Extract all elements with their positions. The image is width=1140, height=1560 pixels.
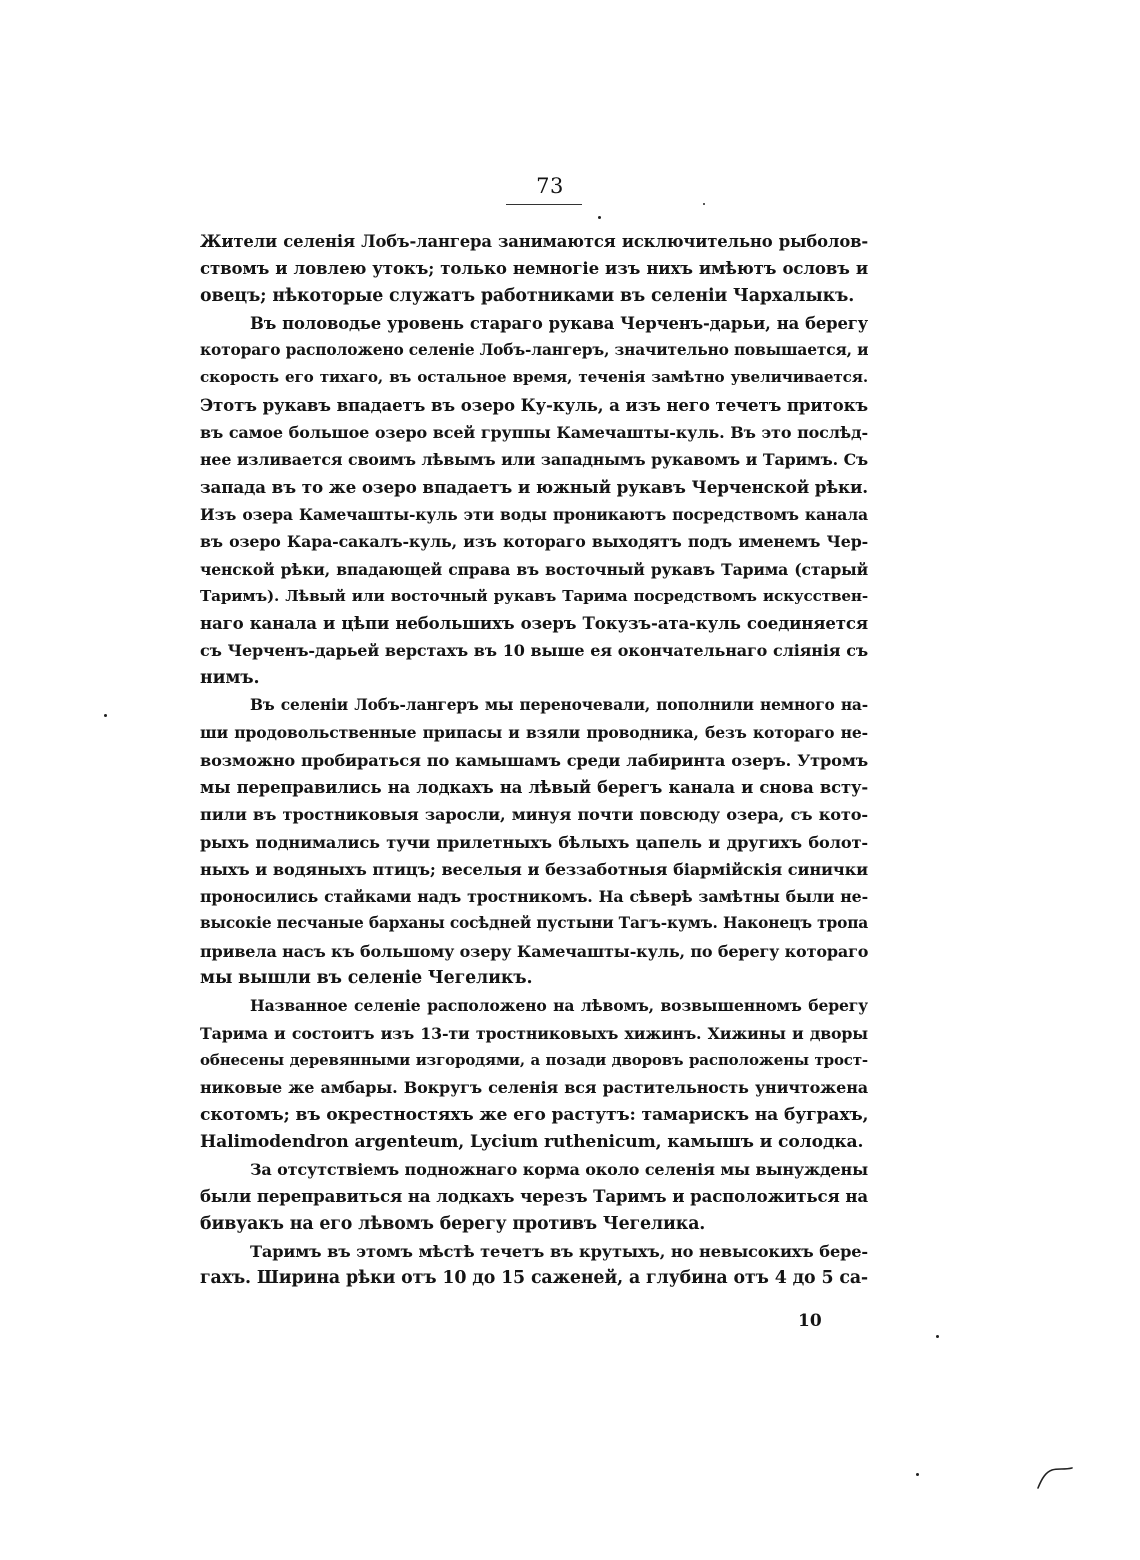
signature-mark: 10 [798, 1311, 822, 1331]
text-line: овецъ; нѣкоторые служатъ работниками въ селеніи Чархалыкъ. [200, 285, 855, 306]
text-line: гахъ. Ширина рѣки отъ 10 до 15 саженей, а глубина отъ 4 до 5 са- [200, 1268, 868, 1289]
text-line: ченской рѣки, впадающей справа въ восточный рукавъ Тарима (старый [200, 559, 868, 579]
text-line: ствомъ и ловлею утокъ; только немногіе изъ нихъ имѣютъ ословъ и [200, 258, 868, 279]
scan-speck [936, 1335, 939, 1338]
text-line: высокіе песчаные барханы сосѣдней пустыни Тагъ-кумъ. Наконецъ тропа [200, 914, 868, 933]
text-line: скорость его тихаго, въ остальное время, теченія замѣтно увеличивается. [200, 368, 868, 387]
text-line: За отсутствіемъ подножнаго корма около селенія мы вынуждены [250, 1160, 868, 1180]
body-text [200, 228, 868, 1293]
text-line: съ Черченъ-дарьей верстахъ въ 10 выше ея окончательнаго слiянія съ [200, 641, 868, 661]
scan-speck [104, 714, 107, 717]
text-line: Въ половодье уровень стараго рукава Черченъ-дарьи, на берегу [250, 313, 868, 333]
text-line: ныхъ и водяныхъ птицъ; веселыя и беззаботныя біармійскія синички [200, 859, 868, 879]
text-line: запада въ то же озеро впадаетъ и южный рукавъ Черченской рѣки. [200, 476, 868, 497]
text-line: рыхъ поднимались тучи прилетныхъ бѣлыхъ цапель и другихъ болот- [200, 832, 868, 852]
text-line: нимъ. [200, 667, 260, 688]
text-line: никовые же амбары. Вокругъ селенія вся растительность уничтожена [200, 1078, 868, 1098]
text-line: Жители селенія Лобъ-лангера занимаются исключительно рыболов- [200, 232, 868, 251]
text-line: въ самое большое озеро всей группы Камечашты-куль. Въ это послѣд- [200, 423, 868, 443]
text-line: въ озеро Кара-сакалъ-куль, изъ котораго выходятъ подъ именемъ Чер- [200, 532, 868, 552]
text-line: Этотъ рукавъ впадаетъ въ озеро Ку-куль, а изъ него течетъ притокъ [200, 394, 868, 415]
scan-speck [598, 216, 601, 219]
text-line: ши продовольственные припасы и взяли проводника, безъ котораго не- [200, 723, 868, 743]
text-line: обнесены деревянными изгородями, а позади дворовъ расположены трост- [200, 1050, 868, 1069]
text-line: Halimodendron argenteum, Lycium ruthenicum, камышъ и солодка. [200, 1131, 864, 1152]
text-line: Названное селеніе расположено на лѣвомъ, возвышенномъ берегу [250, 996, 868, 1016]
page-number: 73 [536, 174, 564, 198]
text-line: Тарима и состоитъ изъ 13-ти тростниковыхъ хижинъ. Хижины и дворы [200, 1023, 868, 1043]
text-line: наго канала и цѣпи небольшихъ озеръ Токузъ-ата-куль соединяется [200, 613, 868, 634]
text-line: Въ селеніи Лобъ-лангеръ мы переночевали, пополнили немного на- [250, 696, 868, 715]
scan-speck [916, 1473, 919, 1476]
text-line: проносились стайками надъ тростникомъ. На сѣверѣ замѣтны были не- [200, 887, 868, 907]
text-line: привела насъ къ большому озеру Камечашты-куль, по берегу котораго [200, 941, 868, 961]
text-line: пили въ тростниковыя заросли, минуя почти повсюду озера, съ кото- [200, 805, 868, 825]
scan-speck [703, 203, 705, 205]
pen-stroke-mark [1036, 1462, 1076, 1492]
text-line: мы вышли въ селеніе Чегеликъ. [200, 968, 533, 989]
text-line: мы переправились на лодкахъ на лѣвый берегъ канала и снова всту- [200, 777, 868, 797]
text-line: скотомъ; въ окрестностяхъ же его растутъ: тамарискъ на буграхъ, [200, 1104, 868, 1125]
page-number-rule [506, 204, 582, 205]
text-line: Таримъ въ этомъ мѣстѣ течетъ въ крутыхъ, но невысокихъ бере- [250, 1241, 868, 1261]
text-line: котораго расположено селеніе Лобъ-лангеръ, значительно повышается, и [200, 341, 868, 360]
text-line: Изъ озера Камечашты-куль эти воды проникаютъ посредствомъ канала [200, 504, 868, 524]
text-line: бивуакъ на его лѣвомъ берегу противъ Чегелика. [200, 1213, 706, 1234]
text-line: были переправиться на лодкахъ черезъ Таримъ и расположиться на [200, 1186, 868, 1207]
text-line: Таримъ). Лѣвый или восточный рукавъ Тарима посредствомъ искусствен- [200, 586, 868, 605]
text-line: возможно пробираться по камышамъ среди лабиринта озеръ. Утромъ [200, 750, 868, 770]
text-line: нее изливается своимъ лѣвымъ или западнымъ рукавомъ и Таримъ. Съ [200, 450, 868, 470]
